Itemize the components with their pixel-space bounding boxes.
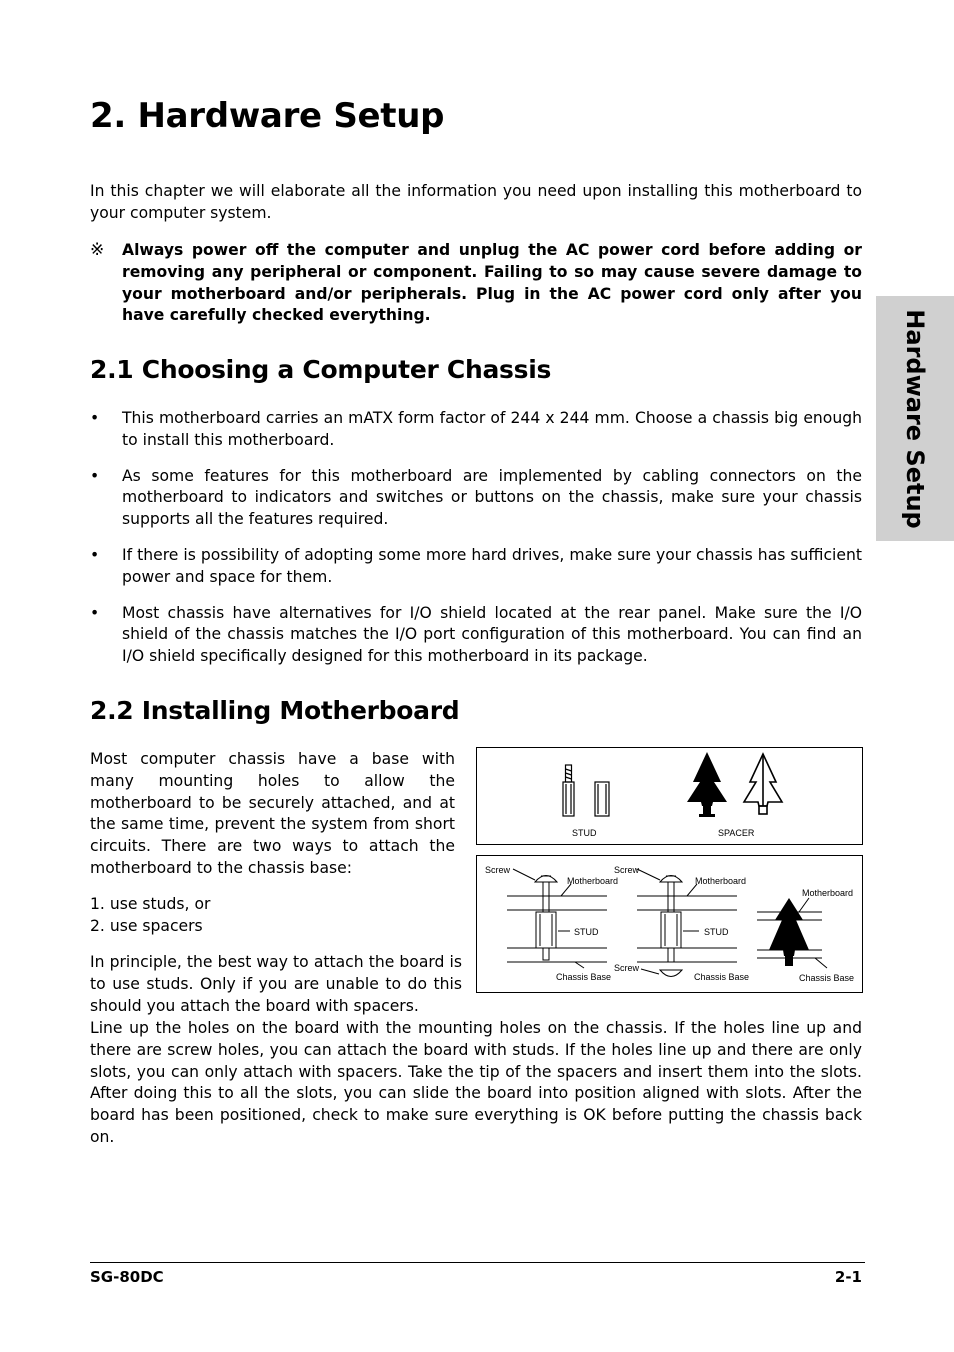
chapter-side-tab — [876, 296, 954, 541]
mounting-paragraph: Most computer chassis have a base with many mounting holes to allow the motherboard to be securely attached, and at the same time, prevent the system from short circuits. There are two ways to attach the motherboard to the chassis base: — [90, 750, 455, 877]
mounting-steps — [90, 894, 210, 938]
list-item: • If there is possibility of adopting some more hard drives, make sure your chassis has sufficient power and space for them. — [90, 545, 862, 586]
footer-page-number: 2-1 — [834, 1268, 862, 1286]
screw-label: Screw — [614, 963, 640, 973]
section-heading-chassis: 2.1 Choosing a Computer Chassis — [90, 355, 552, 384]
screw-label: Screw — [485, 865, 511, 875]
footer-model: SG-80DC — [90, 1268, 164, 1286]
stud-nut-icon — [595, 782, 609, 816]
assembly-figure — [476, 855, 863, 993]
bullet-mark: • — [90, 545, 100, 564]
chassis-base-label: Chassis Base — [694, 972, 750, 982]
step-item: 2. use spacers — [90, 916, 203, 935]
screw-icon — [660, 970, 682, 977]
spacer-outline-icon — [744, 754, 782, 814]
chassis-bullet-list — [90, 408, 862, 682]
spacer-icon — [687, 752, 727, 817]
bullet-mark: • — [90, 409, 100, 427]
list-item: • This motherboard carries an mATX form factor of 244 x 244 mm. Choose a chassis big enough to install this motherboard. — [90, 409, 862, 449]
stud-label: STUD — [572, 828, 597, 838]
footer-divider — [90, 1262, 865, 1263]
bullet-mark: • — [90, 603, 100, 622]
stud-icon — [661, 912, 681, 948]
list-item: • As some features for this motherboard are implemented by cabling connectors on the motherboard to indicators and switches or buttons on the chassis, make sure your chassis supports all the features required. — [90, 466, 862, 529]
side-tab-label: Hardware Setup — [901, 308, 929, 529]
spacer-icon — [769, 898, 809, 966]
stud-label: STUD — [704, 927, 729, 937]
chassis-base-label: Chassis Base — [556, 972, 612, 982]
intro-paragraph: In this chapter we will elaborate all the information you need upon installing this motherboard to your computer system. — [90, 182, 862, 222]
parts-illustration — [477, 748, 862, 844]
stud-label: STUD — [574, 927, 599, 937]
stud-icon — [536, 912, 556, 948]
warning-note: Always power off the computer and unplug the AC power cord before adding or removing any peripheral or component. Failing to so may cause severe damage to your motherboard and/or peripherals. Plug in the AC power cord only after you have carefully checked everything. — [122, 241, 862, 325]
stud-icon — [563, 765, 574, 816]
bullet-mark: • — [90, 466, 100, 485]
alignment-paragraph: Line up the holes on the board with the mounting holes on the chassis. If the holes line up and there are screw holes, you can attach the board with studs. If the holes line up and there are only slots, you can only attach with spacers. Take the tip of the spacers and insert them into the slots. After doing this to all the slots, you can slide the board into position aligned with slots. After the board has been positioned, check to make sure everything is OK before putting the chassis back on. — [90, 1019, 862, 1146]
motherboard-label: Motherboard — [695, 876, 747, 886]
page-title: 2. Hardware Setup — [90, 96, 445, 136]
parts-figure — [476, 747, 863, 845]
motherboard-label: Motherboard — [802, 888, 854, 898]
spacer-label: SPACER — [718, 828, 755, 838]
screw-label: Screw — [614, 865, 640, 875]
principle-paragraph: In principle, the best way to attach the board is to use studs. Only if you are unable to do this should you attach the board with spacers. — [90, 953, 462, 1015]
assembly-illustration — [477, 856, 862, 992]
note-mark: ※ — [90, 240, 105, 260]
list-item: • Most chassis have alternatives for I/O shield located at the rear panel. Make sure the I/O shield of the chassis matches the I/O port configuration of this motherboard. You can find an I/O shield specifically designed for this motherboard in its package. — [90, 603, 862, 666]
motherboard-label: Motherboard — [567, 876, 619, 886]
chassis-base-label: Chassis Base — [799, 973, 855, 983]
step-item: 1. use studs, or — [90, 895, 211, 913]
section-heading-installing: 2.2 Installing Motherboard — [90, 696, 460, 725]
